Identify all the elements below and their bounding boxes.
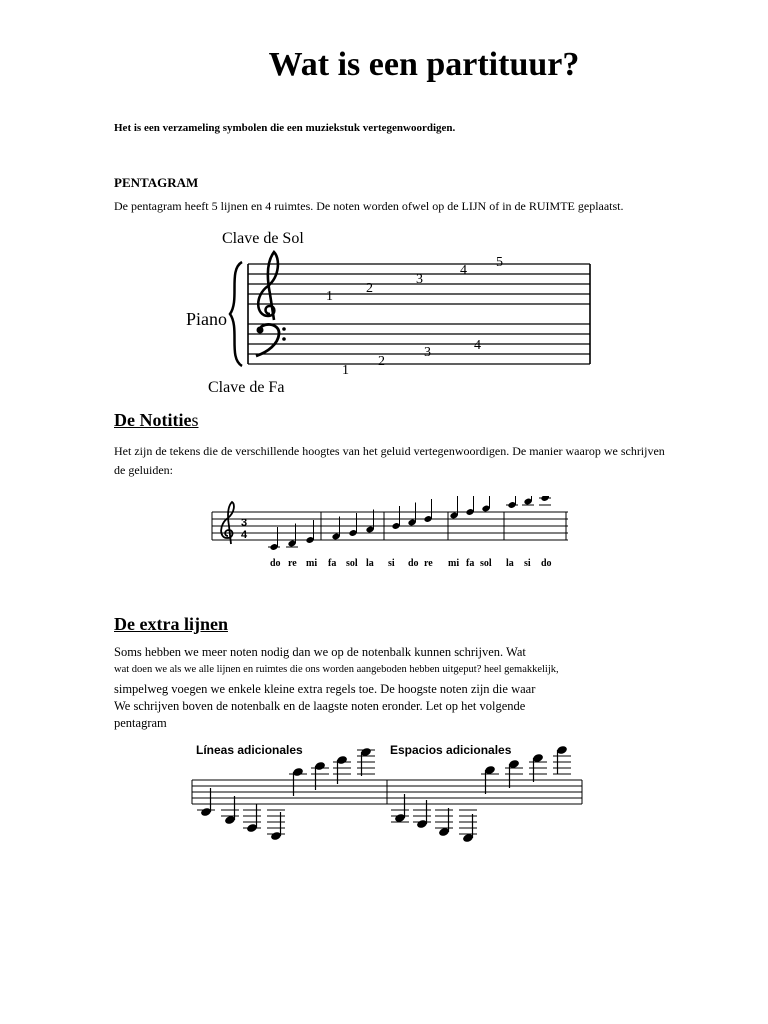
note-name: si [388, 558, 395, 569]
svg-text:4: 4 [241, 529, 248, 541]
extra-text-line-1: Soms hebben we meer noten nodig dan we op de notenbalk kunnen schrijven. Wat [114, 645, 526, 659]
extra-text-line-5: pentagram [114, 716, 167, 730]
note-name: fa [328, 558, 337, 569]
note-name: mi [448, 558, 460, 569]
note-name: do [408, 558, 419, 569]
treble-numbers [326, 255, 503, 304]
brace-icon [230, 262, 242, 366]
scale-notes [268, 496, 551, 551]
svg-text:4: 4 [460, 263, 467, 278]
note-name: do [541, 558, 552, 569]
svg-text:2: 2 [366, 281, 373, 296]
note-name: mi [306, 558, 318, 569]
ledger-lines-figure [190, 738, 586, 848]
svg-text:3: 3 [424, 345, 431, 360]
bass-clef-label: Clave de Fa [208, 379, 285, 396]
notities-heading: De Notities [114, 410, 199, 430]
grand-staff-figure [184, 224, 594, 400]
extra-text-line-3: simpelweg voegen we enkele kleine extra regels toe. De hoogste noten zijn die waar [114, 682, 536, 696]
note-name: do [270, 558, 281, 569]
ledger-notes [197, 745, 571, 843]
bass-staff [248, 324, 590, 364]
pentagram-heading: PENTAGRAM [114, 175, 199, 190]
svg-text:1: 1 [326, 289, 333, 304]
note-name: re [288, 558, 297, 569]
intro-text: Het is een verzameling symbolen die een muziekstuk vertegenwoordigen. [114, 122, 456, 134]
note-name: fa [466, 558, 475, 569]
bass-clef-icon [256, 324, 286, 356]
treble-clef-label: Clave de Sol [222, 230, 304, 247]
ledger-lines-label: Líneas adicionales [196, 743, 303, 757]
note-name: la [506, 558, 514, 569]
svg-text:1: 1 [342, 363, 349, 378]
svg-text:4: 4 [474, 338, 481, 353]
ledger-spaces-label: Espacios adicionales [390, 743, 512, 757]
svg-text:2: 2 [378, 354, 385, 369]
note-scale-figure [208, 496, 572, 572]
svg-text:5: 5 [496, 255, 503, 270]
scale-staff [212, 512, 568, 540]
note-name: la [366, 558, 374, 569]
svg-text:3: 3 [241, 517, 248, 529]
extra-text-line-4: We schrijven boven de notenbalk en de laagste noten eronder. Let op het volgende [114, 699, 526, 713]
extra-heading: De extra lijnen [114, 614, 228, 634]
pentagram-text: De pentagram heeft 5 lijnen en 4 ruimtes. De noten worden ofwel op de LIJN of in de RUIMTE geplaatst. [114, 199, 624, 213]
scale-treble-clef-icon [221, 502, 234, 544]
note-name: sol [480, 558, 492, 569]
notities-text: Het zijn de tekens die de verschillende hoogtes van het geluid vertegenwoordigen. De manier waarop we schrijven de geluiden: [114, 444, 665, 477]
scale-note-names [270, 558, 552, 569]
extra-text-line-2: wat doen we als we alle lijnen en ruimtes die ons worden aangeboden hebben uitgeput? heel gemakkelijk, [114, 664, 559, 675]
note-name: re [424, 558, 433, 569]
treble-clef-icon [258, 252, 278, 320]
instrument-label: Piano [186, 309, 228, 329]
svg-text:3: 3 [416, 272, 423, 287]
note-name: si [524, 558, 531, 569]
ledger-staff [192, 780, 582, 804]
page-title: Wat is een partituur? [268, 46, 580, 83]
note-name: sol [346, 558, 358, 569]
